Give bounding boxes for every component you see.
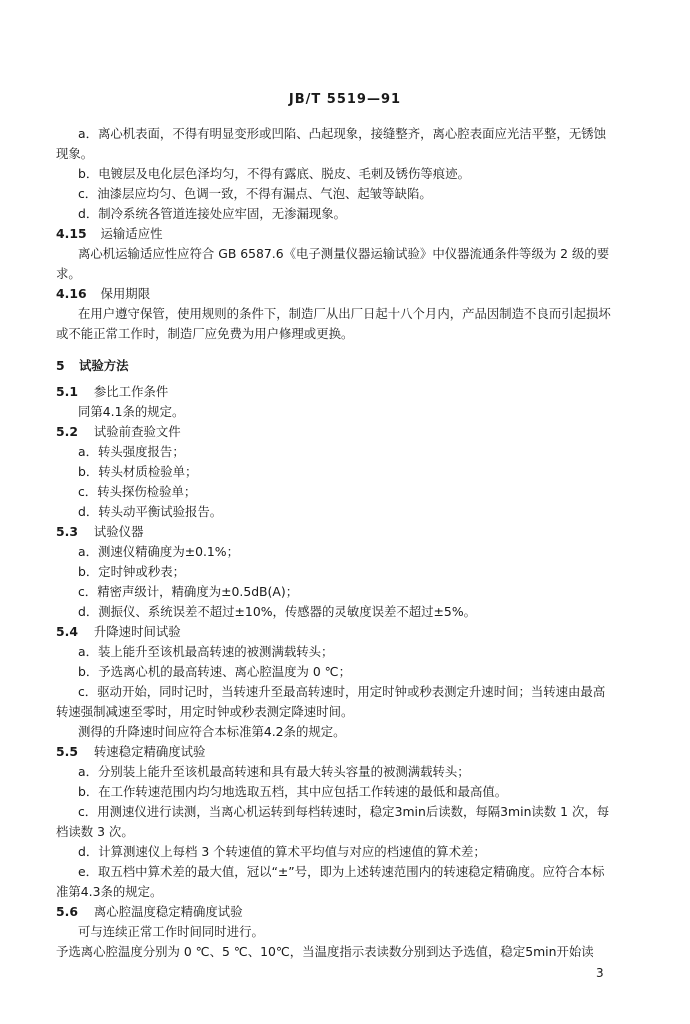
clause-title: 转速稳定精确度试验 [93,744,206,759]
text-line: 准第4.3条的规定。 [56,884,163,899]
text-line: 转速强制减速至零时，用定时钟或秒表测定降速时间。 [56,704,354,719]
section-title: 试验方法 [78,358,129,373]
page-number: 3 [596,966,604,980]
clause-number: 5.3 [56,524,78,539]
section-number: 5 [56,358,65,373]
clause-number: 5.5 [56,744,78,759]
clause-number: 4.16 [56,286,87,301]
clause-title: 升降速时间试验 [93,624,181,639]
text-line: a．装上能升至该机最高转速的被测满载转头； [78,644,334,659]
text-line: d．测振仪、系统误差不超过±10%，传感器的灵敏度误差不超过±5%。 [78,604,476,619]
clause-number: 4.15 [56,226,87,241]
text-line: 求。 [56,266,81,281]
text-line: 离心机运输适应性应符合 GB 6587.6《电子测量仪器运输试验》中仪器流通条件等级为 2 级的要 [78,246,610,261]
text-line: 在用户遵守保管，使用规则的条件下，制造厂从出厂日起十八个月内，产品因制造不良而引起损坏 [78,306,611,321]
clause-title: 参比工作条件 [93,384,169,399]
clause-heading-5-4 [56,624,181,640]
text-line: a．分别装上能升至该机最高转速和具有最大转头容量的被测满载转头； [78,764,470,779]
text-line: c．用测速仪进行读测，当离心机运转到每档转速时，稳定3min后读数，每隔3min读数 1 次，每 [78,804,610,819]
text-line: 档读数 3 次。 [56,824,134,839]
clause-heading-5-1 [56,384,168,400]
text-line: 或不能正常工作时，制造厂应免费为用户修理或更换。 [56,326,354,341]
clause-title: 试验前查验文件 [93,424,181,439]
clause-number: 5.1 [56,384,78,399]
text-line: d．制冷系统各管道连接处应牢固，无渗漏现象。 [78,206,347,221]
text-line: 同第4.1条的规定。 [78,404,185,419]
text-line: b．在工作转速范围内均匀地选取五档，其中应包括工作转速的最低和最高值。 [78,784,508,799]
text-line: a．离心机表面，不得有明显变形或凹陷、凸起现象，接缝整齐，离心腔表面应光洁平整，无锈蚀 [78,126,606,141]
text-line: e．取五档中算术差的最大值，冠以“±”号，即为上述转速范围内的转速稳定精确度。应符合本标 [78,864,605,879]
text-line: c．转头探伤检验单； [78,484,197,499]
text-line: c．驱动开始，同时记时，当转速升至最高转速时，用定时钟或秒表测定升速时间；当转速由最高 [78,684,606,699]
clause-heading-5-5 [56,744,205,760]
text-line: b．转头材质检验单； [78,464,198,479]
standard-header: JB/T 5519—91 [288,92,402,107]
text-line: a．测速仪精确度为±0.1%； [78,544,239,559]
clause-heading-4-15 [56,226,162,242]
clause-title: 保用期限 [100,286,151,301]
text-line: 予选离心腔温度分别为 0 ℃、5 ℃、10℃，当温度指示表读数分别到达予选值，稳定5min开始读 [56,944,594,959]
clause-heading-5-2 [56,424,181,440]
text-line: c．油漆层应均匀、色调一致，不得有漏点、气泡、起皱等缺陷。 [78,186,432,201]
clause-heading-5-3 [56,524,143,540]
clause-title: 运输适应性 [100,226,163,241]
text-line: b．予选离心机的最高转速、离心腔温度为 0 ℃； [78,664,351,679]
clause-number: 5.2 [56,424,78,439]
clause-title: 离心腔温度稳定精确度试验 [93,904,243,919]
text-line: 现象。 [56,146,94,161]
text-line: 可与连续正常工作时间同时进行。 [78,924,264,939]
section-heading-5 [56,358,129,374]
text-line: d．转头动平衡试验报告。 [78,504,223,519]
text-line: b．电镀层及电化层色泽均匀，不得有露底、脱皮、毛刺及锈伤等痕迹。 [78,166,470,181]
text-line: a．转头强度报告； [78,444,185,459]
clause-number: 5.6 [56,904,78,919]
text-line: d．计算测速仪上每档 3 个转速值的算术平均值与对应的档速值的算术差； [78,844,486,859]
text-line: b．定时钟或秒表； [78,564,185,579]
text-line: 测得的升降速时间应符合本标准第4.2条的规定。 [78,724,346,739]
clause-heading-5-6 [56,904,243,920]
clause-heading-4-16 [56,286,150,302]
clause-title: 试验仪器 [93,524,144,539]
clause-number: 5.4 [56,624,78,639]
text-line: c．精密声级计，精确度为±0.5dB(A)； [78,584,299,599]
